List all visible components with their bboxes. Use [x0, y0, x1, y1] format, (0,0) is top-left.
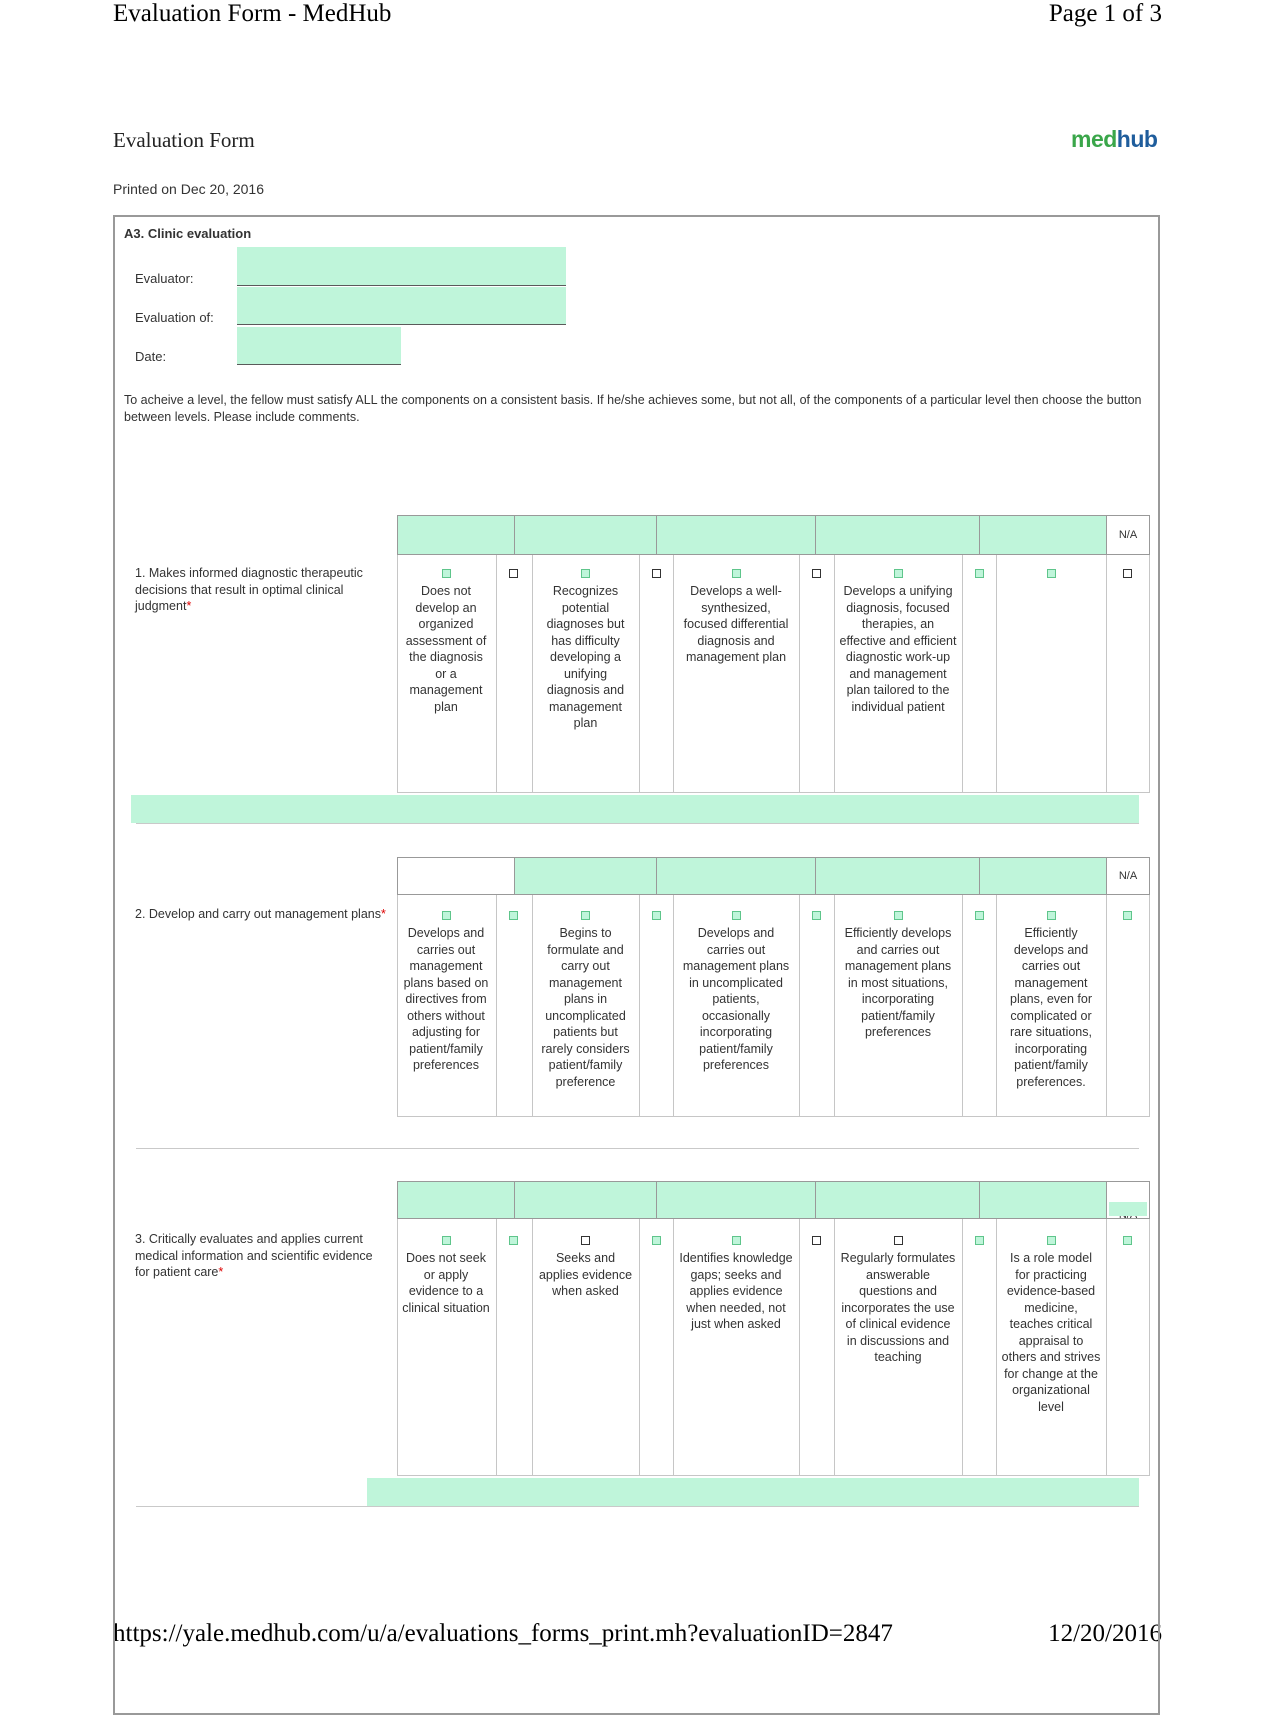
q3-between-1-2-checkbox[interactable] [509, 1236, 518, 1245]
q3-level-2-description: Seeks and applies evidence when asked [538, 1251, 633, 1298]
q1-level-2-checkbox[interactable] [581, 569, 590, 578]
q2-between-2-3-checkbox[interactable] [652, 911, 661, 920]
print-footer-url: https://yale.medhub.com/u/a/evaluations_forms_print.mh?evaluationID=2847 [113, 1620, 893, 1647]
q1-between-4-5-checkbox[interactable] [975, 569, 984, 578]
level-header-5 [979, 515, 1107, 555]
level-header-2 [514, 515, 657, 555]
q2-level-5-checkbox[interactable] [1047, 911, 1056, 920]
instructions-text: To acheive a level, the fellow must satisfy ALL the components on a consistent basis. If he/she achieves some, but not all, of the components of a particular level then choose the button between levels. Please include comments. [124, 393, 1142, 424]
level-header-4 [815, 1181, 980, 1219]
q3-level-2-checkbox[interactable] [581, 1236, 590, 1245]
q2-between-4-5-checkbox[interactable] [975, 911, 984, 920]
q2-level-2-checkbox[interactable] [581, 911, 590, 920]
q3-level-1-description: Does not seek or apply evidence to a clinical situation [402, 1251, 490, 1315]
divider [136, 1148, 1139, 1149]
q1-level-1-checkbox[interactable] [442, 569, 451, 578]
q1-level-1-description: Does not develop an organized assessment of the diagnosis or a management plan [405, 584, 487, 714]
level-header-4 [815, 515, 980, 555]
logo-hub-text: hub [1116, 126, 1158, 152]
evaluation-of-label: Evaluation of: [135, 310, 214, 325]
q2-level-4-description: Efficiently develops and carries out management plans in most situations, incorporating patient/family preferences [844, 926, 952, 1039]
level-header-3 [656, 515, 816, 555]
na-header [1106, 1181, 1150, 1219]
q1-comments-field[interactable] [131, 795, 1139, 823]
level-header-5 [979, 1181, 1107, 1219]
level-header-2 [514, 1181, 657, 1219]
q3-level-1-checkbox[interactable] [442, 1236, 451, 1245]
q3-comments-field[interactable] [367, 1478, 1139, 1506]
q1-between-3-4-checkbox[interactable] [812, 569, 821, 578]
evaluator-field[interactable] [237, 247, 566, 286]
q2-level-4-checkbox[interactable] [894, 911, 903, 920]
required-mark: * [380, 907, 386, 921]
q3-between-3-4-checkbox[interactable] [812, 1236, 821, 1245]
date-field[interactable] [237, 327, 401, 365]
q1-between-2-3-checkbox[interactable] [652, 569, 661, 578]
question-3-label: 3. Critically evaluates and applies current medical information and scientific evidence for patient care [135, 1232, 373, 1279]
level-header-3 [656, 857, 816, 895]
printed-date: Printed on Dec 20, 2016 [113, 181, 264, 197]
q3-between-4-5-checkbox[interactable] [975, 1236, 984, 1245]
q3-level-4-checkbox[interactable] [894, 1236, 903, 1245]
level-header-1 [397, 1181, 515, 1219]
q2-between-1-2-checkbox[interactable] [509, 911, 518, 920]
evaluator-label: Evaluator: [135, 271, 194, 286]
q2-level-2-description: Begins to formulate and carry out management plans in uncomplicated patients but rarely considers patient/family preference [541, 926, 630, 1089]
form-title: Evaluation Form [113, 128, 255, 152]
q2-level-3-description: Develops and carries out management plans in uncomplicated patients, occasionally incorporating patient/family preferences [682, 926, 790, 1072]
question-2-text [135, 906, 387, 923]
na-header: N/A [1106, 515, 1150, 555]
date-label: Date: [135, 349, 167, 364]
required-mark: * [186, 599, 192, 613]
print-header-title: Evaluation Form - MedHub [113, 0, 392, 27]
q3-level-3-description: Identifies knowledge gaps; seeks and applies evidence when needed, not just when asked [679, 1251, 793, 1331]
na-header: N/A [1106, 857, 1150, 895]
q3-level-5-checkbox[interactable] [1047, 1236, 1056, 1245]
q2-level-1-checkbox[interactable] [442, 911, 451, 920]
q2-between-3-4-checkbox[interactable] [812, 911, 821, 920]
print-footer-date: 12/20/2016 [1048, 1620, 1162, 1647]
level-header-2 [514, 857, 657, 895]
q1-level-3-description: Develops a well-synthesized, focused differential diagnosis and management plan [683, 584, 789, 664]
question-1-text [135, 565, 387, 615]
level-header-1 [397, 515, 515, 555]
divider [136, 823, 1139, 824]
q2-level-5-description: Efficiently develops and carries out management plans, even for complicated or rare situations, incorporating patient/family preferences. [1010, 926, 1092, 1089]
q3-level-5-description: Is a role model for practicing evidence-based medicine, teaches critical appraisal to others and strives for change at the organizational level [1001, 1251, 1101, 1414]
question-1-label: 1. Makes informed diagnostic therapeutic decisions that result in optimal clinical judgment [135, 566, 363, 613]
level-header-5 [979, 857, 1107, 895]
level-header-3 [656, 1181, 816, 1219]
q2-level-1-description: Develops and carries out management plans based on directives from others without adjusting for patient/family preferences [403, 926, 489, 1072]
q2-level-3-checkbox[interactable] [732, 911, 741, 920]
q1-level-4-checkbox[interactable] [894, 569, 903, 578]
q3-between-2-3-checkbox[interactable] [652, 1236, 661, 1245]
logo-med-text: med [1071, 126, 1117, 152]
question-3-text [135, 1231, 387, 1281]
print-page-number: Page 1 of 3 [1048, 0, 1162, 27]
q1-na-checkbox[interactable] [1123, 569, 1132, 578]
required-mark: * [218, 1265, 224, 1279]
q3-level-3-checkbox[interactable] [732, 1236, 741, 1245]
evaluation-of-field[interactable] [237, 287, 566, 325]
q3-level-4-description: Regularly formulates answerable questions and incorporates the use of clinical evidence in discussions and teaching [840, 1251, 956, 1364]
q3-na-checkbox[interactable] [1123, 1236, 1132, 1245]
medhub-logo [1071, 126, 1157, 153]
q1-level-2-description: Recognizes potential diagnoses but has difficulty developing a unifying diagnosis and management plan [546, 584, 625, 730]
q1-between-1-2-checkbox[interactable] [509, 569, 518, 578]
q1-level-4-description: Develops a unifying diagnosis, focused therapies, an effective and efficient diagnostic work-up and management plan tailored to the individual patient [839, 584, 957, 714]
level-header-1 [397, 857, 515, 895]
section-title: A3. Clinic evaluation [124, 226, 252, 241]
q1-level-5-checkbox[interactable] [1047, 569, 1056, 578]
question-2-label: 2. Develop and carry out management plans [135, 907, 381, 921]
q2-na-checkbox[interactable] [1123, 911, 1132, 920]
q1-level-3-checkbox[interactable] [732, 569, 741, 578]
divider [136, 1506, 1139, 1507]
level-header-4 [815, 857, 980, 895]
